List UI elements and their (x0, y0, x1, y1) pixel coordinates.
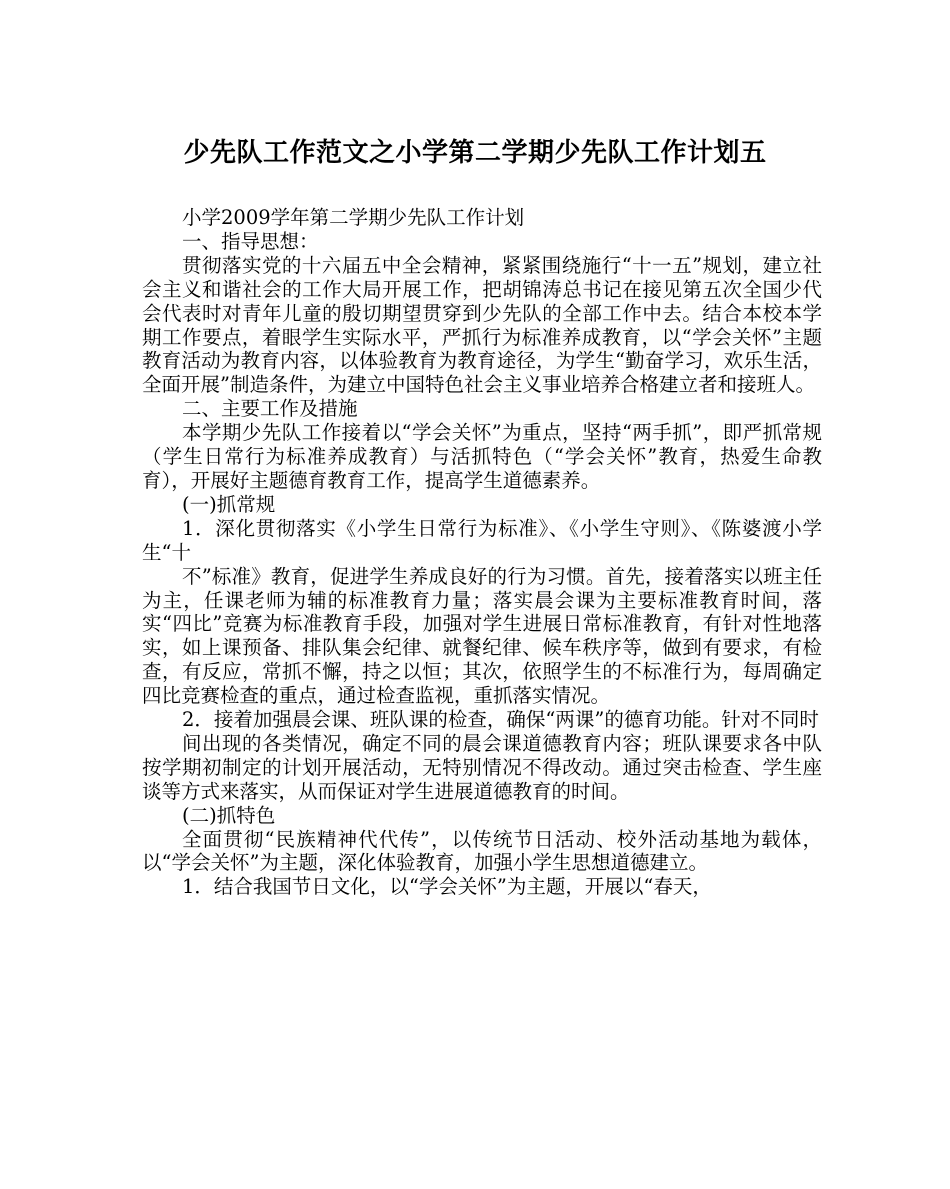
paragraph-features: 全面贯彻“民族精神代代传”，以传统节日活动、校外活动基地为载体，以“学会关怀”为主题，深化体验教育，加强小学生思想道德建立。 (142, 827, 822, 875)
paragraph-routine-item-1-cont: 不”标准》教育，促进学生养成良好的行为习惯。首先，接着落实以班主任为主，任课老师为辅的标准教育力量；落实晨会课为主要标准教育时间，落实“四比”竞赛为标准教育手段，加强对学生进展日常标准教育，有针对性地落实，如上课预备、排队集会纪律、就餐纪律、候车秩序等，做到有要求，有检查，有反应，常抓不懈，持之以恒；其次，依照学生的不标准行为，每周确定四比竞赛检查的重点，通过检查监视，重抓落实情况。 (142, 564, 822, 708)
paragraph-guiding-ideology: 贯彻落实党的十六届五中全会精神，紧紧围绕施行“十一五”规划，建立社会主义和谐社会的工作大局开展工作，把胡锦涛总书记在接见第五次全国少代会代表时对青年儿童的殷切期望贯穿到少先队的全部工作中去。结合本校本学期工作要点，着眼学生实际水平，严抓行为标准养成教育，以“学会关怀”主题教育活动为教育内容，以体验教育为教育途径，为学生“勤奋学习，欢乐生活，全面开展”制造条件，为建立中国特色社会主义事业培养合格建立者和接班人。 (142, 253, 822, 397)
paragraph-routine-item-1-start: 1．深化贯彻落实《小学生日常行为标准》、《小学生守则》、《陈婆渡小学生“十 (142, 516, 822, 564)
paragraph-main-work: 本学期少先队工作接着以“学会关怀”为重点，坚持“两手抓”，即严抓常规（学生日常行为标准养成教育）与活抓特色（“学会关怀”教育，热爱生命教育），开展好主题德育教育工作，提高学生道德素养。 (142, 421, 822, 492)
plan-heading: 小学2009学年第二学期少先队工作计划 (182, 206, 525, 229)
paragraph-features-item-1: 1．结合我国节日文化，以“学会关怀”为主题，开展以“春天， (182, 875, 712, 899)
paragraph-routine-item-2-cont: 间出现的各类情况，确定不同的晨会课道德教育内容；班队课要求各中队按学期初制定的计划开展活动，无特别情况不得改动。通过突击检查、学生座谈等方式来落实，从而保证对学生进展道德教育的时间。 (142, 731, 822, 803)
document-body (142, 206, 822, 899)
document-title: 少先队工作范文之小学第二学期少先队工作计划五 (183, 138, 767, 168)
subsection-heading-features: (二)抓特色 (182, 803, 276, 827)
section-heading-main-work: 二、主要工作及措施 (182, 397, 358, 421)
section-heading-guiding-ideology: 一、指导思想： (182, 229, 319, 253)
paragraph-routine-item-2-start: 2．接着加强晨会课、班队课的检查，确保“两课”的德育功能。针对不同时 (182, 708, 819, 732)
subsection-heading-routine: (一)抓常规 (182, 492, 276, 516)
